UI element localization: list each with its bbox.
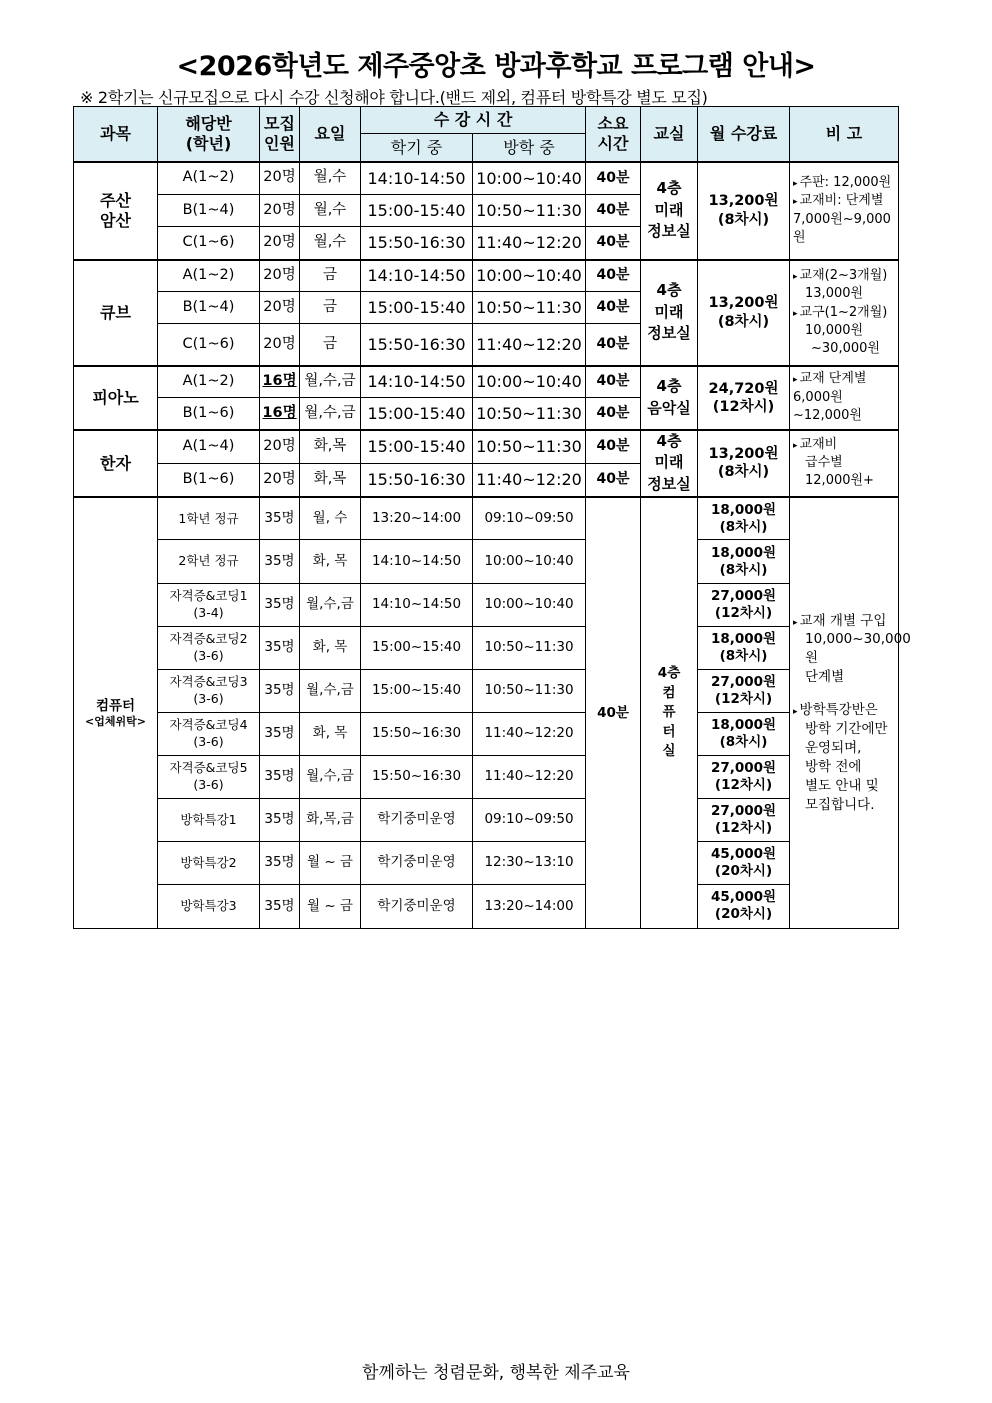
class-line1: 자격증&코딩2 bbox=[169, 631, 248, 647]
subject-computer bbox=[74, 497, 158, 929]
semester-time-cell: 14:10~14:50 bbox=[361, 583, 473, 626]
fee-cell bbox=[698, 712, 790, 755]
table-row bbox=[74, 260, 899, 292]
footer-slogan: 함께하는 청렴문화, 행복한 제주교육 bbox=[362, 1363, 630, 1383]
room-line: 실 bbox=[662, 743, 676, 760]
note-text: 교재 개별 구입 bbox=[799, 612, 887, 629]
header-row bbox=[74, 107, 899, 134]
duration-cell: 40분 bbox=[586, 324, 641, 366]
room-line: 컴 bbox=[662, 684, 676, 701]
note-line: 10,000원 bbox=[805, 322, 864, 338]
days-cell: 월,수,금 bbox=[300, 583, 361, 626]
fee-sessions: (12차시) bbox=[714, 819, 773, 836]
room-line: 터 bbox=[662, 723, 676, 740]
room-line: 4층 bbox=[657, 665, 681, 682]
header-capacity-line2: 인원 bbox=[264, 133, 295, 153]
fee-amount: 13,200원 bbox=[708, 193, 779, 210]
fee-cell bbox=[698, 583, 790, 626]
note-hanja bbox=[790, 430, 899, 497]
capacity-cell: 20명 bbox=[260, 463, 300, 497]
capacity-cell: 35명 bbox=[260, 497, 300, 540]
semester-time-cell: 학기중미운영 bbox=[361, 841, 473, 884]
class-cell: B(1~4) bbox=[158, 292, 260, 324]
note-line bbox=[793, 174, 895, 192]
fee-amount: 13,200원 bbox=[708, 295, 779, 312]
fee-sessions: (20차시) bbox=[714, 906, 773, 923]
page-title: <2026학년도 제주중앙초 방과후학교 프로그램 안내> bbox=[176, 51, 816, 82]
days-cell: 월 ~ 금 bbox=[300, 841, 361, 884]
duration-cell: 40분 bbox=[586, 463, 641, 497]
semester-time-cell: 15:00-15:40 bbox=[361, 292, 473, 324]
semester-time-cell: 15:50-16:30 bbox=[361, 324, 473, 366]
semester-time-cell: 15:00-15:40 bbox=[361, 430, 473, 464]
vacation-time-cell: 10:50~11:30 bbox=[473, 292, 586, 324]
triangle-bullet-icon: ▸ bbox=[793, 375, 798, 386]
room-line: 미래 bbox=[654, 302, 684, 321]
subject-jusan-line1: 주산 bbox=[100, 191, 131, 211]
triangle-bullet-icon: ▸ bbox=[793, 308, 798, 319]
header-class-line1: 해당반 bbox=[185, 114, 232, 134]
class-line1: 1학년 정규 bbox=[178, 510, 239, 526]
fee-amount: 45,000원 bbox=[710, 889, 777, 906]
note-line bbox=[793, 370, 895, 388]
header-days: 요일 bbox=[300, 107, 361, 162]
class-cell: A(1~2) bbox=[158, 162, 260, 195]
room-piano bbox=[641, 366, 698, 430]
room-cube bbox=[641, 260, 698, 366]
note-text: 방학특강반은 bbox=[799, 702, 878, 719]
class-cell: B(1~6) bbox=[158, 463, 260, 497]
header-note: 비 고 bbox=[790, 107, 899, 162]
semester-time-cell: 15:00~15:40 bbox=[361, 669, 473, 712]
subject-hanja: 한자 bbox=[74, 430, 158, 497]
note-line: 방학 기간에만 bbox=[805, 720, 888, 737]
note-line bbox=[793, 267, 895, 285]
class-cell: A(1~4) bbox=[158, 430, 260, 464]
room-jusan bbox=[641, 162, 698, 260]
room-line: 4층 bbox=[656, 178, 682, 197]
class-line1: 방학특강3 bbox=[180, 898, 237, 914]
fee-cell bbox=[698, 841, 790, 884]
note-line bbox=[793, 701, 895, 720]
days-cell: 월,수,금 bbox=[300, 755, 361, 798]
triangle-bullet-icon: ▸ bbox=[793, 272, 798, 283]
class-line1: 자격증&코딩1 bbox=[169, 588, 248, 604]
subject-computer-sub: <업체위탁> bbox=[85, 714, 146, 728]
days-cell: 월,수 bbox=[300, 227, 361, 260]
class-line1: 자격증&코딩3 bbox=[169, 674, 248, 690]
note-line: 단계별 bbox=[805, 669, 845, 686]
fee-sessions: (8차시) bbox=[719, 561, 768, 578]
note-computer bbox=[790, 497, 911, 929]
fee-amount: 24,720원 bbox=[708, 380, 779, 397]
class-cell bbox=[158, 884, 260, 928]
note-line: 10,000~30,000원 bbox=[805, 631, 911, 667]
days-cell: 월 ~ 금 bbox=[300, 884, 361, 928]
semester-time-cell: 15:00~15:40 bbox=[361, 626, 473, 669]
days-cell: 월,수,금 bbox=[300, 398, 361, 430]
note-line: ~30,000원 bbox=[811, 340, 880, 356]
note-line bbox=[793, 192, 895, 210]
semester-time-cell: 13:20~14:00 bbox=[361, 497, 473, 540]
subject-jusan bbox=[74, 162, 158, 260]
vacation-time-cell: 11:40~12:20 bbox=[473, 463, 586, 497]
fee-cell bbox=[698, 497, 790, 540]
note-line: 6,000원~12,000원 bbox=[793, 389, 862, 423]
header-semester: 학기 중 bbox=[361, 134, 473, 162]
capacity-cell: 20명 bbox=[260, 162, 300, 195]
capacity-cell: 35명 bbox=[260, 583, 300, 626]
header-fee: 월 수강료 bbox=[698, 107, 790, 162]
capacity-cell: 20명 bbox=[260, 227, 300, 260]
vacation-time-cell: 09:10~09:50 bbox=[473, 497, 586, 540]
note-line bbox=[793, 304, 895, 322]
note-spacer bbox=[793, 687, 895, 701]
fee-sessions: (8차시) bbox=[717, 211, 770, 228]
semester-time-cell: 15:00-15:40 bbox=[361, 195, 473, 227]
fee-amount: 45,000원 bbox=[710, 845, 777, 862]
capacity-cell: 35명 bbox=[260, 798, 300, 841]
capacity-cell: 20명 bbox=[260, 324, 300, 366]
room-line: 음악실 bbox=[647, 398, 691, 417]
subject-jusan-line2: 암산 bbox=[100, 210, 131, 230]
semester-time-cell: 15:50~16:30 bbox=[361, 712, 473, 755]
capacity-cell: 20명 bbox=[260, 260, 300, 292]
header-capacity-line1: 모집 bbox=[264, 114, 295, 134]
note-jusan bbox=[790, 162, 899, 260]
fee-cell bbox=[698, 540, 790, 583]
fee-amount: 27,000원 bbox=[710, 759, 777, 776]
note-piano bbox=[790, 366, 899, 430]
class-cell bbox=[158, 798, 260, 841]
note-line: 7,000원~9,000원 bbox=[793, 211, 891, 245]
capacity-cell: 35명 bbox=[260, 626, 300, 669]
table-row bbox=[74, 712, 899, 755]
capacity-cell: 20명 bbox=[260, 292, 300, 324]
note-text: 교재비 bbox=[799, 437, 838, 453]
fee-sessions: (12차시) bbox=[714, 604, 773, 621]
room-line: 정보실 bbox=[647, 475, 691, 494]
class-line1: 자격증&코딩4 bbox=[169, 717, 248, 733]
capacity-cell: 16명 bbox=[260, 366, 300, 398]
note-text: 교재(2~3개월) bbox=[799, 268, 888, 284]
semester-time-cell: 학기중미운영 bbox=[361, 884, 473, 928]
subject-computer-label: 컴퓨터 bbox=[95, 698, 136, 715]
class-cell: A(1~2) bbox=[158, 366, 260, 398]
vacation-time-cell: 10:50~11:30 bbox=[473, 195, 586, 227]
duration-cell: 40분 bbox=[586, 195, 641, 227]
days-cell: 금 bbox=[300, 324, 361, 366]
days-cell: 화, 목 bbox=[300, 540, 361, 583]
note-text: 교구(1~2개월) bbox=[799, 304, 888, 320]
note-line: 별도 안내 및 bbox=[805, 777, 879, 794]
note-line: 운영되며, bbox=[805, 739, 862, 756]
vacation-time-cell: 11:40~12:20 bbox=[473, 712, 586, 755]
vacation-time-cell: 11:40~12:20 bbox=[473, 755, 586, 798]
days-cell: 화,목 bbox=[300, 430, 361, 464]
fee-cell bbox=[698, 626, 790, 669]
fee-amount: 13,200원 bbox=[708, 446, 779, 463]
class-cell bbox=[158, 712, 260, 755]
room-hanja bbox=[641, 430, 698, 497]
class-cell: A(1~2) bbox=[158, 260, 260, 292]
class-line2: (3-6) bbox=[193, 690, 224, 706]
vacation-time-cell: 10:50~11:30 bbox=[473, 669, 586, 712]
fee-cube bbox=[698, 260, 790, 366]
header-subject: 과목 bbox=[74, 107, 158, 162]
days-cell: 월,수,금 bbox=[300, 669, 361, 712]
semester-time-cell: 14:10-14:50 bbox=[361, 260, 473, 292]
duration-computer: 40분 bbox=[586, 497, 641, 929]
note-line: 방학 전에 bbox=[805, 758, 862, 775]
fee-amount: 27,000원 bbox=[710, 673, 777, 690]
header-duration-line2: 시간 bbox=[597, 133, 629, 153]
header-capacity bbox=[260, 107, 300, 162]
fee-jusan bbox=[698, 162, 790, 260]
program-table bbox=[73, 106, 911, 929]
days-cell: 월,수 bbox=[300, 162, 361, 195]
note-line: 13,000원 bbox=[805, 286, 864, 302]
class-cell: C(1~6) bbox=[158, 324, 260, 366]
note-line bbox=[793, 436, 895, 454]
fee-amount: 18,000원 bbox=[710, 716, 777, 733]
semester-time-cell: 14:10~14:50 bbox=[361, 540, 473, 583]
table-row bbox=[74, 366, 899, 398]
capacity-cell: 35명 bbox=[260, 712, 300, 755]
days-cell: 금 bbox=[300, 260, 361, 292]
vacation-time-cell: 10:00~10:40 bbox=[473, 366, 586, 398]
class-cell: B(1~6) bbox=[158, 398, 260, 430]
header-duration-line1: 소요 bbox=[597, 114, 629, 134]
note-line: 모집합니다. bbox=[805, 796, 875, 813]
class-line1: 2학년 정규 bbox=[178, 553, 239, 569]
capacity-cell: 16명 bbox=[260, 398, 300, 430]
days-cell: 화,목,금 bbox=[300, 798, 361, 841]
vacation-time-cell: 11:40~12:20 bbox=[473, 324, 586, 366]
class-cell: B(1~4) bbox=[158, 195, 260, 227]
fee-cell bbox=[698, 798, 790, 841]
fee-sessions: (20차시) bbox=[714, 862, 773, 879]
duration-cell: 40분 bbox=[586, 398, 641, 430]
days-cell: 월,수 bbox=[300, 195, 361, 227]
capacity-cell: 35명 bbox=[260, 841, 300, 884]
table-row bbox=[74, 669, 899, 712]
note-line: 12,000원+ bbox=[805, 473, 874, 489]
vacation-time-cell: 11:40~12:20 bbox=[473, 227, 586, 260]
fee-sessions: (8차시) bbox=[719, 518, 768, 535]
class-line2: (3-6) bbox=[193, 647, 224, 663]
fee-sessions: (12차시) bbox=[714, 776, 773, 793]
room-line: 4층 bbox=[656, 376, 682, 395]
fee-cell bbox=[698, 669, 790, 712]
vacation-time-cell: 13:20~14:00 bbox=[473, 884, 586, 928]
room-line: 4층 bbox=[656, 431, 682, 450]
note-line: 급수별 bbox=[805, 455, 843, 471]
triangle-bullet-icon: ▸ bbox=[793, 707, 798, 718]
table-row bbox=[74, 162, 899, 195]
class-cell bbox=[158, 497, 260, 540]
header-duration bbox=[586, 107, 641, 162]
class-line2: (3-6) bbox=[193, 733, 224, 749]
header-class bbox=[158, 107, 260, 162]
days-cell: 화,목 bbox=[300, 463, 361, 497]
fee-sessions: (8차시) bbox=[719, 733, 768, 750]
class-cell bbox=[158, 583, 260, 626]
duration-cell: 40분 bbox=[586, 260, 641, 292]
note-text: 교재비: 단계별 bbox=[799, 193, 884, 209]
class-line1: 자격증&코딩5 bbox=[169, 760, 248, 776]
days-cell: 월, 수 bbox=[300, 497, 361, 540]
subject-cube: 큐브 bbox=[74, 260, 158, 366]
triangle-bullet-icon: ▸ bbox=[793, 441, 798, 452]
duration-cell: 40분 bbox=[586, 366, 641, 398]
vacation-time-cell: 10:00~10:40 bbox=[473, 540, 586, 583]
days-cell: 월,수,금 bbox=[300, 366, 361, 398]
duration-cell: 40분 bbox=[586, 430, 641, 464]
class-cell bbox=[158, 540, 260, 583]
class-cell bbox=[158, 755, 260, 798]
capacity-cell: 35명 bbox=[260, 884, 300, 928]
semester-time-cell: 15:00-15:40 bbox=[361, 398, 473, 430]
note-text: 교재 단계별 bbox=[799, 371, 867, 387]
vacation-time-cell: 10:00~10:40 bbox=[473, 162, 586, 195]
fee-cell bbox=[698, 755, 790, 798]
table-row bbox=[74, 497, 899, 540]
room-line: 정보실 bbox=[647, 222, 691, 241]
days-cell: 화, 목 bbox=[300, 626, 361, 669]
class-cell bbox=[158, 669, 260, 712]
vacation-time-cell: 09:10~09:50 bbox=[473, 798, 586, 841]
header-vacation: 방학 중 bbox=[473, 134, 586, 162]
vacation-time-cell: 10:00~10:40 bbox=[473, 583, 586, 626]
class-line1: 방학특강2 bbox=[180, 854, 237, 870]
table-row bbox=[74, 583, 899, 626]
fee-amount: 18,000원 bbox=[710, 501, 777, 518]
fee-amount: 27,000원 bbox=[710, 802, 777, 819]
header-time: 수 강 시 간 bbox=[361, 107, 586, 134]
fee-sessions: (8차시) bbox=[719, 647, 768, 664]
class-line2: (3-6) bbox=[193, 776, 224, 792]
class-cell: C(1~6) bbox=[158, 227, 260, 260]
capacity-cell: 35명 bbox=[260, 540, 300, 583]
class-line2: (3-4) bbox=[193, 604, 224, 620]
semester-time-cell: 학기중미운영 bbox=[361, 798, 473, 841]
notice-text: ※ 2학기는 신규모집으로 다시 수강 신청해야 합니다.(밴드 제외, 컴퓨터 방학특강 별도 모집) bbox=[80, 88, 708, 107]
days-cell: 금 bbox=[300, 292, 361, 324]
triangle-bullet-icon: ▸ bbox=[793, 197, 798, 208]
semester-time-cell: 14:10-14:50 bbox=[361, 162, 473, 195]
semester-time-cell: 14:10-14:50 bbox=[361, 366, 473, 398]
fee-hanja bbox=[698, 430, 790, 497]
fee-sessions: (12차시) bbox=[712, 398, 775, 415]
vacation-time-cell: 10:50~11:30 bbox=[473, 626, 586, 669]
room-line: 정보실 bbox=[647, 324, 691, 343]
fee-amount: 27,000원 bbox=[710, 587, 777, 604]
capacity-cell: 35명 bbox=[260, 669, 300, 712]
table-row bbox=[74, 798, 899, 841]
table-row bbox=[74, 884, 899, 928]
triangle-bullet-icon: ▸ bbox=[793, 617, 798, 628]
vacation-time-cell: 12:30~13:10 bbox=[473, 841, 586, 884]
fee-sessions: (8차시) bbox=[717, 464, 770, 481]
table-row bbox=[74, 430, 899, 464]
table-row bbox=[74, 841, 899, 884]
fee-amount: 18,000원 bbox=[710, 544, 777, 561]
semester-time-cell: 15:50-16:30 bbox=[361, 227, 473, 260]
capacity-cell: 20명 bbox=[260, 430, 300, 464]
class-cell bbox=[158, 626, 260, 669]
room-line: 미래 bbox=[654, 453, 684, 472]
subject-piano: 피아노 bbox=[74, 366, 158, 430]
fee-cell bbox=[698, 884, 790, 928]
fee-amount: 18,000원 bbox=[710, 630, 777, 647]
semester-time-cell: 15:50-16:30 bbox=[361, 463, 473, 497]
table-row bbox=[74, 626, 899, 669]
table-row bbox=[74, 755, 899, 798]
duration-cell: 40분 bbox=[586, 292, 641, 324]
room-line: 미래 bbox=[654, 200, 684, 219]
duration-cell: 40분 bbox=[586, 162, 641, 195]
vacation-time-cell: 10:00~10:40 bbox=[473, 260, 586, 292]
days-cell: 화, 목 bbox=[300, 712, 361, 755]
fee-sessions: (12차시) bbox=[714, 690, 773, 707]
capacity-cell: 35명 bbox=[260, 755, 300, 798]
table-row bbox=[74, 540, 899, 583]
capacity-cell: 20명 bbox=[260, 195, 300, 227]
room-line: 퓨 bbox=[662, 704, 676, 721]
header-room: 교실 bbox=[641, 107, 698, 162]
room-line: 4층 bbox=[656, 280, 682, 299]
vacation-time-cell: 10:50~11:30 bbox=[473, 398, 586, 430]
duration-cell: 40분 bbox=[586, 227, 641, 260]
note-cube bbox=[790, 260, 899, 366]
fee-sessions: (8차시) bbox=[717, 313, 770, 330]
room-computer bbox=[641, 497, 698, 929]
note-text: 주판: 12,000원 bbox=[799, 175, 892, 191]
note-line bbox=[793, 612, 895, 631]
class-cell bbox=[158, 841, 260, 884]
vacation-time-cell: 10:50~11:30 bbox=[473, 430, 586, 464]
semester-time-cell: 15:50~16:30 bbox=[361, 755, 473, 798]
triangle-bullet-icon: ▸ bbox=[793, 179, 798, 190]
fee-piano bbox=[698, 366, 790, 430]
header-class-line2: (학년) bbox=[185, 133, 232, 153]
class-line1: 방학특강1 bbox=[180, 811, 237, 827]
